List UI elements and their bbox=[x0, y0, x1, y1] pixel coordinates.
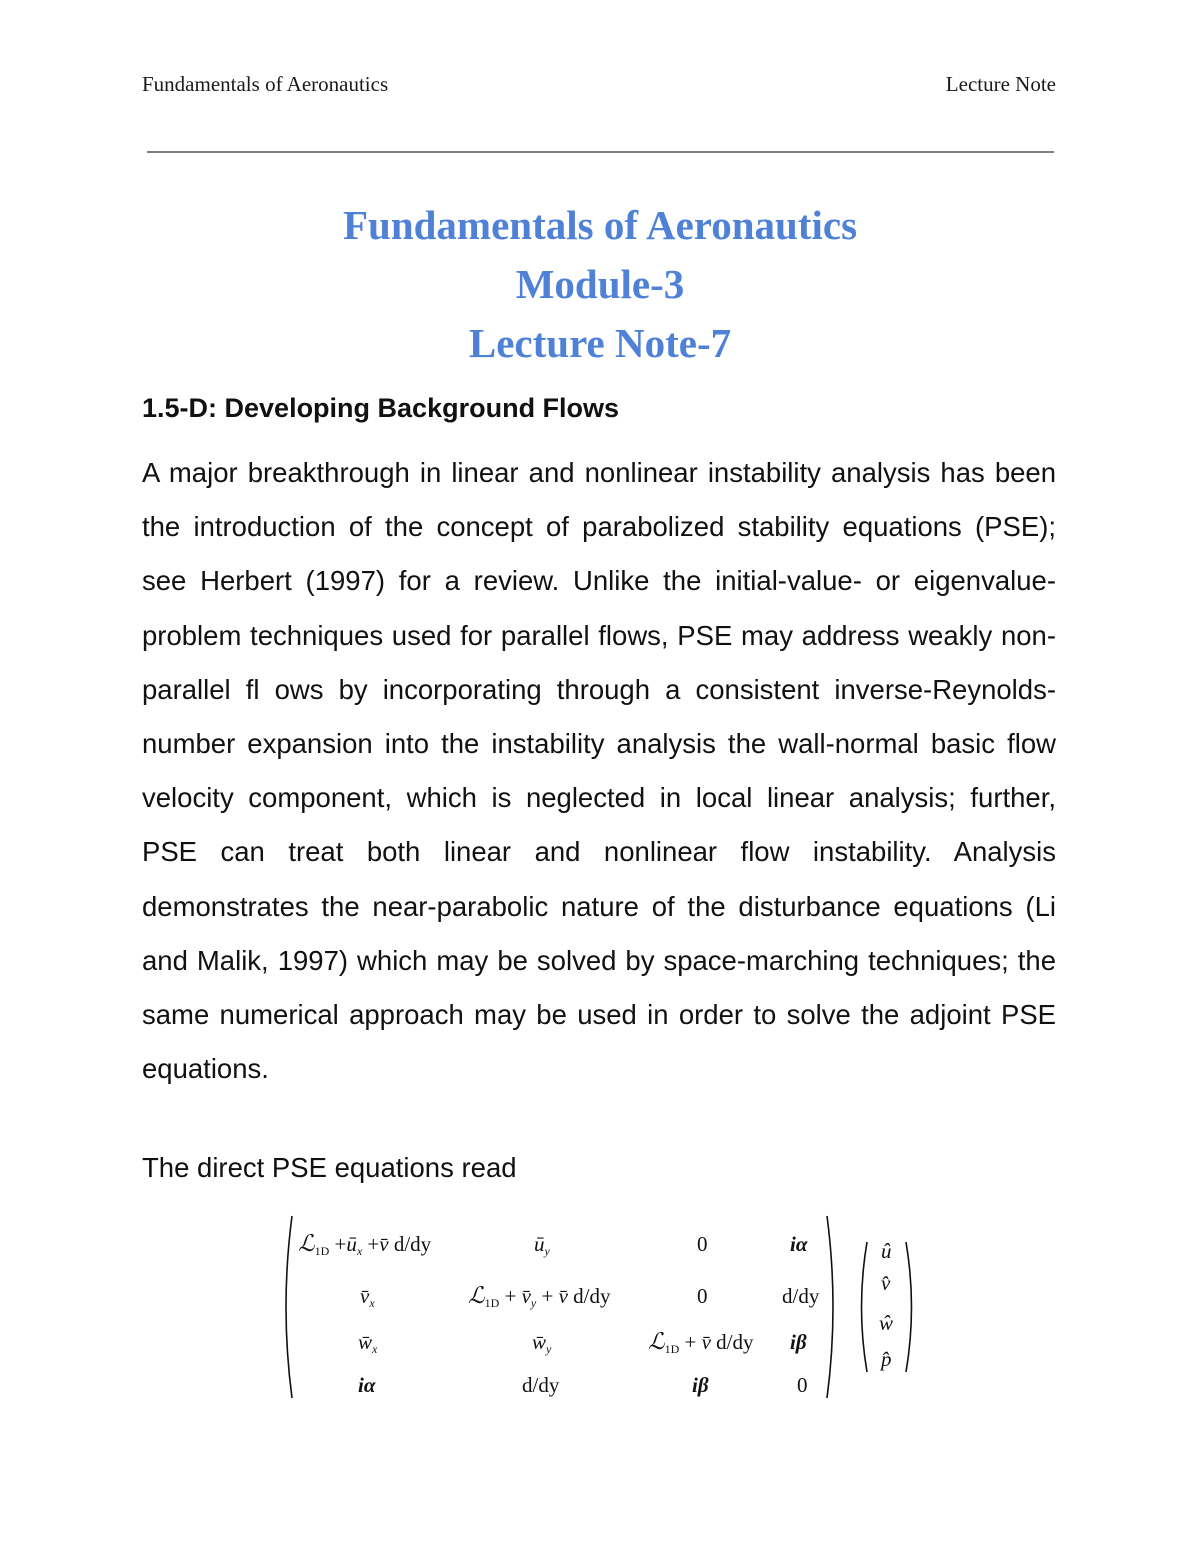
header-course-title: Fundamentals of Aeronautics bbox=[142, 72, 389, 96]
matrix-cell-r3c2: w̄y bbox=[532, 1330, 552, 1356]
matrix-cell-r2c3: 0 bbox=[697, 1284, 708, 1308]
module-title: Module-3 bbox=[515, 261, 685, 307]
equation-intro: The direct PSE equations read bbox=[142, 1152, 517, 1183]
vector-entry-w-hat: ŵ bbox=[879, 1311, 894, 1335]
header-rule bbox=[147, 151, 1054, 153]
pse-equation bbox=[282, 1212, 922, 1402]
matrix-cell-r1c3: 0 bbox=[697, 1232, 708, 1256]
document-title: Fundamentals of Aeronautics bbox=[342, 202, 858, 248]
vector-left-paren bbox=[862, 1242, 868, 1372]
matrix-cell-r3c3: ℒ1D + v̄ d/dy bbox=[648, 1329, 754, 1356]
running-header bbox=[142, 72, 1056, 97]
body-paragraph-block bbox=[142, 446, 1056, 1096]
matrix-cell-r2c2: ℒ1D + v̄y + v̄ d/dy bbox=[468, 1283, 611, 1310]
matrix-cell-r2c1: v̄x bbox=[360, 1284, 375, 1310]
lecture-title: Lecture Note-7 bbox=[468, 320, 732, 366]
matrix-cell-r1c1: ℒ1D +ūx +v̄ d/dy bbox=[298, 1231, 432, 1258]
vector-right-paren bbox=[906, 1242, 912, 1372]
matrix-cell-r4c1: iα bbox=[358, 1373, 376, 1397]
matrix-left-paren bbox=[286, 1216, 292, 1398]
vector-entry-u-hat: û bbox=[881, 1239, 892, 1263]
matrix-cell-r4c3: iβ bbox=[692, 1373, 709, 1397]
matrix-cell-r3c4: iβ bbox=[790, 1330, 807, 1354]
matrix-cell-r4c2: d/dy bbox=[522, 1373, 560, 1397]
matrix-cell-r1c2: ūy bbox=[534, 1232, 550, 1258]
matrix-cell-r2c4: d/dy bbox=[782, 1284, 820, 1308]
header-document-type: Lecture Note bbox=[945, 72, 1056, 96]
vector-entry-v-hat: v̂ bbox=[881, 1271, 891, 1295]
pse-equation-figure bbox=[282, 1212, 922, 1402]
matrix-cell-r1c4: iα bbox=[790, 1232, 808, 1256]
title-block bbox=[0, 196, 1200, 373]
section-heading: 1.5-D: Developing Background Flows bbox=[142, 393, 620, 423]
matrix-right-paren bbox=[827, 1216, 833, 1398]
matrix-cell-r3c1: w̄x bbox=[358, 1330, 378, 1356]
matrix-cell-r4c4: 0 bbox=[797, 1373, 808, 1397]
vector-entry-p-hat: p̂ bbox=[881, 1347, 892, 1371]
body-paragraph: A major breakthrough in linear and nonlinear instability analysis has been the introduction of the concept of parabolized stability equations (PSE); see Herbert (1997) for a review. Unlike the initial-value- or eigenvalue-problem techniques used for parallel flows, PSE may address weakly non-parallel fl ows by incorporating through a consistent inverse-Reynolds-number expansion into the instability analysis the wall-normal basic flow velocity component, which is neglected in local linear analysis; further, PSE can treat both linear and nonlinear flow instability. Analysis demonstrates the near-parabolic nature of the disturbance equations (Li and Malik, 1997) which may be solved by space-marching techniques; the same numerical approach may be used in order to solve the adjoint PSE equations. bbox=[142, 457, 1056, 1085]
